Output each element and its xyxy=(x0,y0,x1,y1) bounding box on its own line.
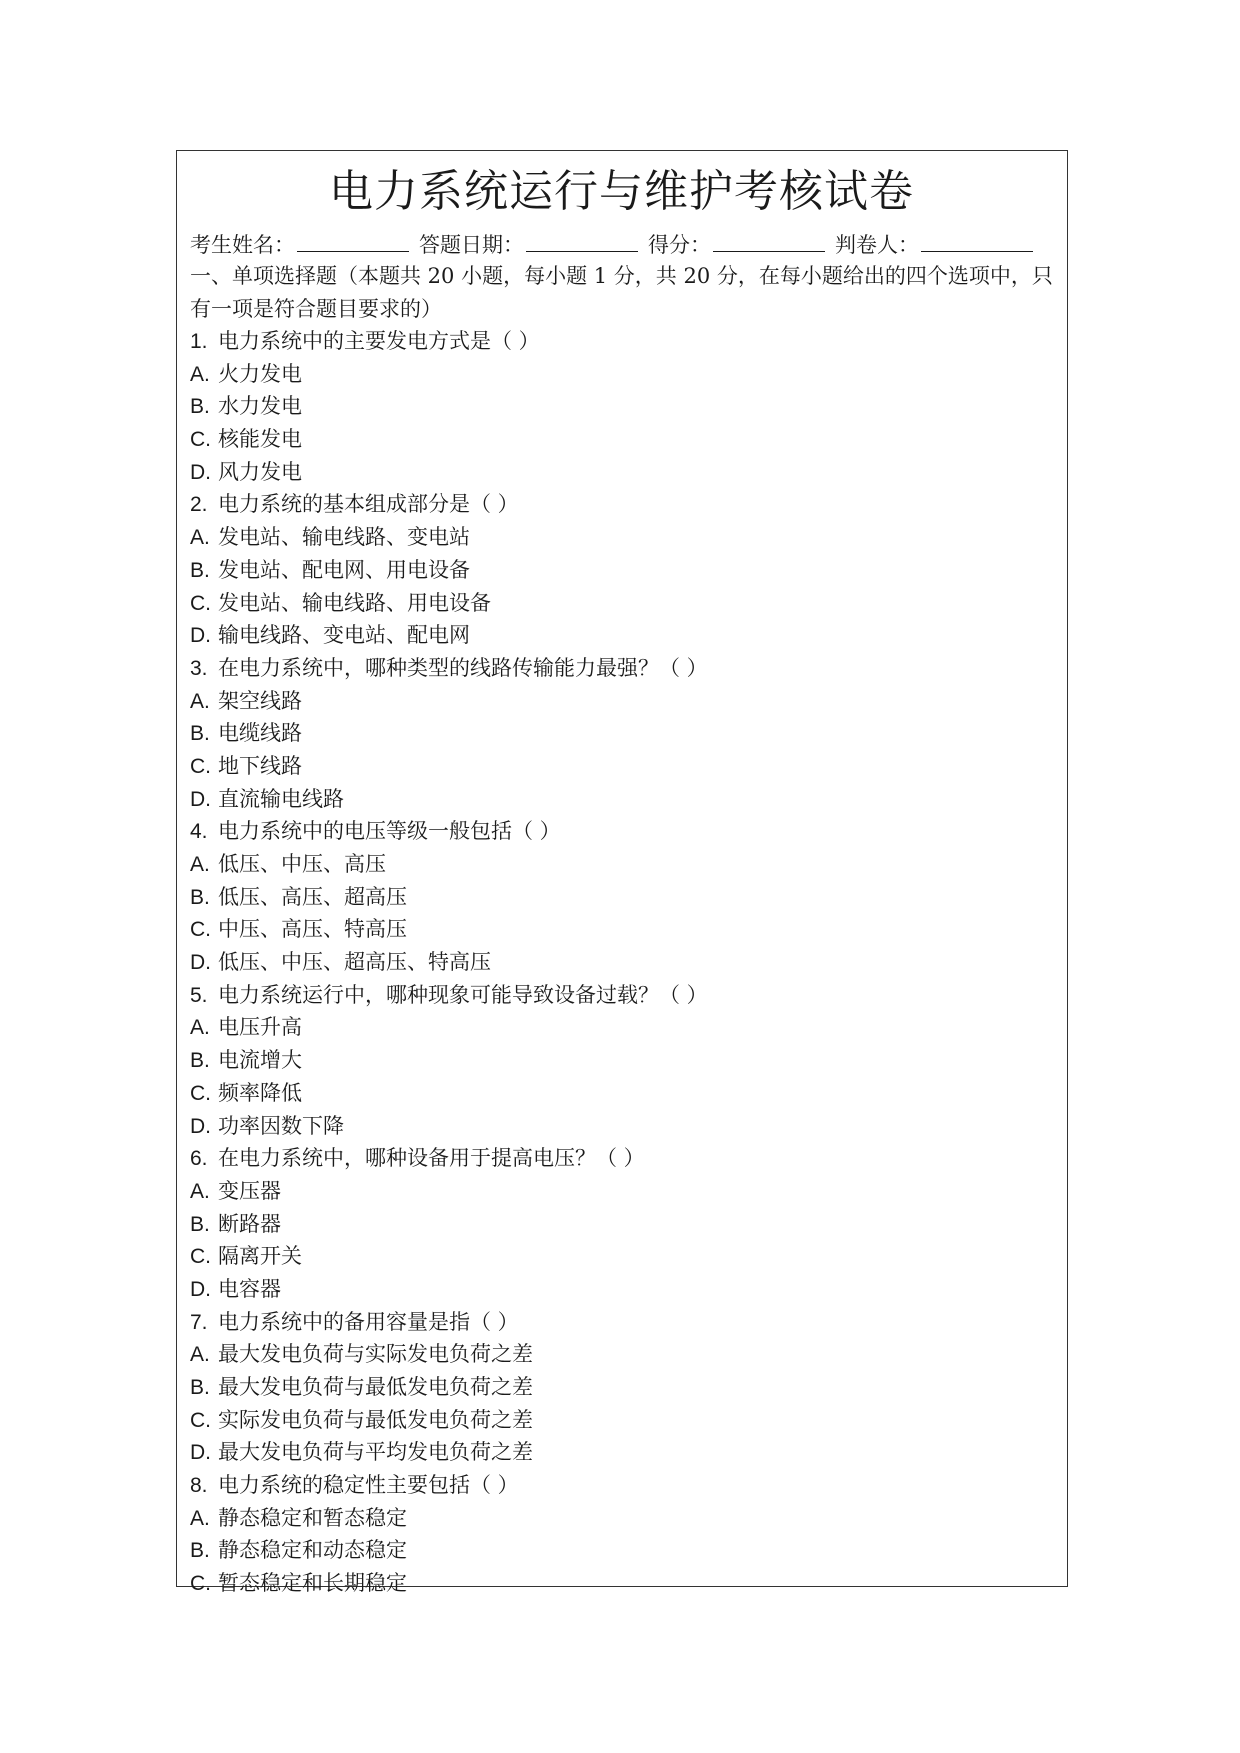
question-6-option-d[interactable] xyxy=(190,1273,1053,1306)
question-5 xyxy=(190,979,1053,1012)
question-8-option-c[interactable] xyxy=(190,1567,1053,1600)
grader-blank[interactable] xyxy=(921,227,1033,252)
option-letter: A. xyxy=(190,526,210,550)
question-5-option-b[interactable] xyxy=(190,1044,1053,1077)
question-1-option-d[interactable] xyxy=(190,456,1053,489)
option-letter: C. xyxy=(190,918,211,942)
option-text: 输电线路、变电站、配电网 xyxy=(218,623,470,648)
question-text: 电力系统中的备用容量是指（ ） xyxy=(218,1309,519,1334)
option-text: 变压器 xyxy=(218,1178,281,1203)
option-letter: A. xyxy=(190,689,210,713)
option-text: 低压、中压、高压 xyxy=(218,852,386,876)
question-7-option-a[interactable] xyxy=(190,1338,1053,1371)
option-text: 静态稳定和暂态稳定 xyxy=(218,1505,407,1530)
candidate-info-row xyxy=(190,227,1053,260)
question-7-option-b[interactable] xyxy=(190,1371,1053,1404)
option-text: 风力发电 xyxy=(218,459,302,484)
question-1-option-c[interactable] xyxy=(190,423,1053,456)
option-letter: D. xyxy=(190,951,211,975)
score-label: 得分： xyxy=(648,233,711,257)
date-blank[interactable] xyxy=(526,227,638,252)
option-letter: A. xyxy=(190,1179,210,1203)
option-letter: B. xyxy=(190,1376,210,1399)
exam-title: 电力系统运行与维护考核试卷 xyxy=(329,166,914,217)
question-4-option-c[interactable] xyxy=(190,913,1053,946)
question-4-option-b[interactable] xyxy=(190,881,1053,914)
question-number: 7. xyxy=(190,1310,208,1334)
option-letter: C. xyxy=(190,754,211,778)
question-3-option-d[interactable] xyxy=(190,783,1053,816)
grader-label: 判卷人： xyxy=(835,233,919,257)
option-text: 中压、高压、特高压 xyxy=(218,917,407,942)
question-3 xyxy=(190,652,1053,685)
option-letter: D. xyxy=(190,1114,211,1138)
option-text: 火力发电 xyxy=(218,361,302,386)
option-text: 直流输电线路 xyxy=(218,786,344,811)
option-letter: B. xyxy=(190,885,210,909)
question-number: 8. xyxy=(190,1474,208,1498)
question-4-option-d[interactable] xyxy=(190,946,1053,979)
question-text: 电力系统运行中，哪种现象可能导致设备过载？（ ） xyxy=(218,982,708,1007)
question-6-option-a[interactable] xyxy=(190,1175,1053,1208)
section-header: 一、单项选择题（本题共 20 小题，每小题 1 分，共 20 分，在每小题给出的四个选项中，只有一项是符合题目要求的） xyxy=(190,264,1053,321)
question-text: 电力系统的稳定性主要包括（ ） xyxy=(218,1473,519,1498)
question-6-option-c[interactable] xyxy=(190,1240,1053,1273)
option-text: 实际发电负荷与最低发电负荷之差 xyxy=(218,1407,533,1432)
option-letter: D. xyxy=(190,460,211,484)
option-text: 隔离开关 xyxy=(218,1244,302,1269)
option-letter: A. xyxy=(190,362,210,386)
option-text: 电流增大 xyxy=(218,1048,302,1073)
question-1-option-b[interactable] xyxy=(190,390,1053,423)
option-text: 最大发电负荷与平均发电负荷之差 xyxy=(218,1440,533,1465)
option-text: 电容器 xyxy=(218,1276,281,1301)
question-7-option-d[interactable] xyxy=(190,1436,1053,1469)
option-letter: C. xyxy=(190,1408,211,1432)
date-label: 答题日期： xyxy=(419,233,524,257)
question-5-option-c[interactable] xyxy=(190,1077,1053,1110)
option-text: 暂态稳定和长期稳定 xyxy=(218,1571,407,1596)
option-text: 断路器 xyxy=(218,1211,281,1236)
question-4 xyxy=(190,815,1053,848)
question-1-option-a[interactable] xyxy=(190,358,1053,391)
option-letter: A. xyxy=(190,853,210,876)
option-text: 发电站、输电线路、变电站 xyxy=(218,525,470,550)
date-field xyxy=(419,227,638,260)
score-blank[interactable] xyxy=(713,227,825,252)
option-letter: C. xyxy=(190,1245,211,1269)
question-number: 5. xyxy=(190,983,208,1007)
option-text: 最大发电负荷与最低发电负荷之差 xyxy=(218,1375,533,1399)
option-text: 发电站、配电网、用电设备 xyxy=(218,557,470,582)
option-text: 频率降低 xyxy=(218,1080,302,1105)
question-text: 在电力系统中，哪种类型的线路传输能力最强？（ ） xyxy=(218,655,708,680)
question-4-option-a[interactable] xyxy=(190,848,1053,881)
option-letter: C. xyxy=(190,591,211,615)
question-8-option-a[interactable] xyxy=(190,1502,1053,1535)
question-1 xyxy=(190,325,1053,358)
question-number: 4. xyxy=(190,820,208,844)
option-letter: B. xyxy=(190,1212,210,1236)
option-letter: D. xyxy=(190,1277,211,1301)
option-letter: C. xyxy=(190,1081,211,1105)
option-text: 低压、中压、超高压、特高压 xyxy=(218,950,491,975)
question-3-option-a[interactable] xyxy=(190,685,1053,718)
question-8 xyxy=(190,1469,1053,1502)
option-letter: B. xyxy=(190,722,210,746)
question-5-option-d[interactable] xyxy=(190,1110,1053,1143)
question-2 xyxy=(190,488,1053,521)
option-text: 核能发电 xyxy=(218,427,302,452)
question-text: 电力系统中的主要发电方式是（ ） xyxy=(218,329,540,353)
question-list xyxy=(190,325,1053,1600)
exam-sheet xyxy=(176,150,1068,1596)
question-number: 1. xyxy=(190,330,208,353)
option-text: 电缆线路 xyxy=(218,721,302,746)
question-2-option-a[interactable] xyxy=(190,521,1053,554)
option-text: 最大发电负荷与实际发电负荷之差 xyxy=(218,1342,533,1367)
question-number: 6. xyxy=(190,1147,208,1171)
question-text: 电力系统的基本组成部分是（ ） xyxy=(218,492,519,517)
option-letter: A. xyxy=(190,1016,210,1040)
option-letter: D. xyxy=(190,787,211,811)
option-text: 架空线路 xyxy=(218,688,302,713)
option-text: 功率因数下降 xyxy=(218,1113,344,1138)
option-letter: B. xyxy=(190,395,210,419)
question-7-option-c[interactable] xyxy=(190,1404,1053,1437)
question-8-option-b[interactable] xyxy=(190,1534,1053,1567)
option-letter: A. xyxy=(190,1506,210,1530)
question-text: 电力系统中的电压等级一般包括（ ） xyxy=(218,819,561,844)
question-5-option-a[interactable] xyxy=(190,1011,1053,1044)
option-text: 发电站、输电线路、用电设备 xyxy=(218,590,491,615)
option-text: 水力发电 xyxy=(218,394,302,419)
name-blank[interactable] xyxy=(297,227,409,252)
question-6-option-b[interactable] xyxy=(190,1208,1053,1241)
question-7 xyxy=(190,1306,1053,1339)
option-letter: B. xyxy=(190,558,210,582)
option-text: 电压升高 xyxy=(218,1015,302,1040)
option-letter: C. xyxy=(190,428,211,452)
option-letter: B. xyxy=(190,1049,210,1073)
name-label: 考生姓名： xyxy=(190,233,295,257)
grader-field xyxy=(835,227,1033,260)
question-number: 2. xyxy=(190,493,208,517)
option-text: 低压、高压、超高压 xyxy=(218,884,407,909)
option-letter: B. xyxy=(190,1539,210,1563)
score-field xyxy=(648,227,825,260)
name-field xyxy=(190,227,409,260)
question-number: 3. xyxy=(190,656,208,680)
question-6 xyxy=(190,1142,1053,1175)
question-text: 在电力系统中，哪种设备用于提高电压？（ ） xyxy=(218,1146,645,1171)
option-text: 地下线路 xyxy=(218,753,302,778)
option-letter: C. xyxy=(190,1572,211,1596)
option-letter: D. xyxy=(190,1441,211,1465)
question-2-option-b[interactable] xyxy=(190,554,1053,587)
question-2-option-c[interactable] xyxy=(190,587,1053,620)
question-2-option-d[interactable] xyxy=(190,619,1053,652)
question-3-option-b[interactable] xyxy=(190,717,1053,750)
option-letter: A. xyxy=(190,1343,210,1367)
option-letter: D. xyxy=(190,624,211,648)
question-3-option-c[interactable] xyxy=(190,750,1053,783)
option-text: 静态稳定和动态稳定 xyxy=(218,1538,407,1563)
